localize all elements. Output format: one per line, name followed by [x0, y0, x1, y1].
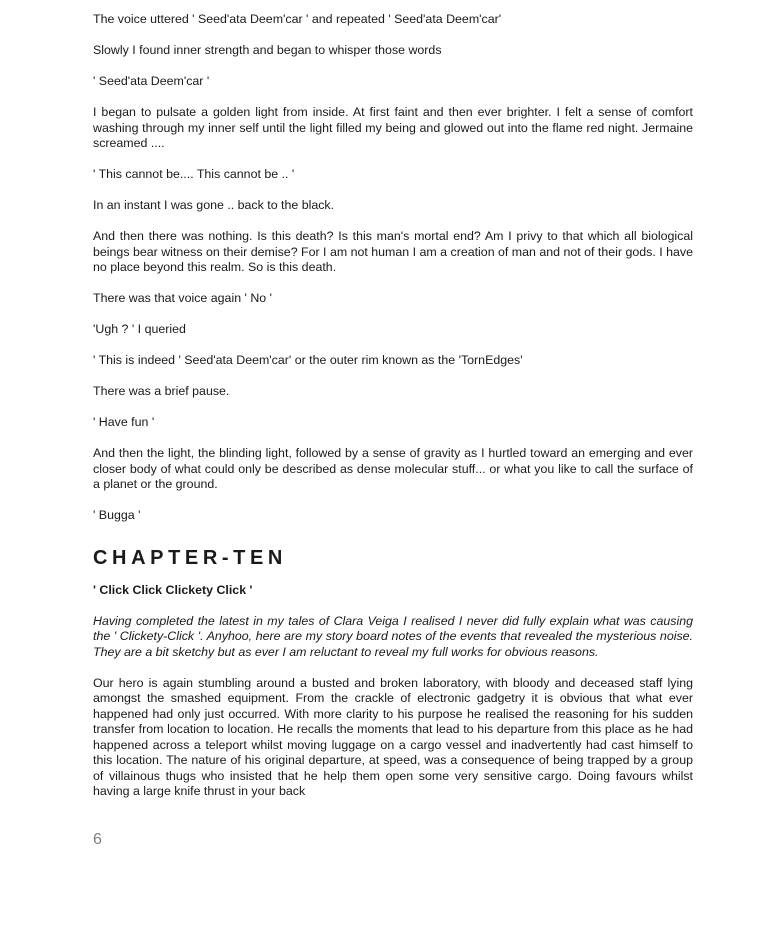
paragraph: ' This is indeed ' Seed'ata Deem'car' or the outer rim known as the 'TornEdges' [93, 353, 523, 367]
paragraph: ' Seed'ata Deem'car ' [93, 74, 210, 88]
intro-italic-paragraph: Having completed the latest in my tales of Clara Veiga I realised I never did fully explain what was causing the ' Clickety-Click '. Anyhoo, here are my story board notes of the events that revealed the mysterious noise. They are a bit sketchy but as ever I am reluctant to reveal my full works for obvious reasons. [93, 613, 693, 659]
paragraph: I began to pulsate a golden light from inside. At first faint and then ever brighter. I felt a sense of comfort washing through my inner self until the light filled my being and glowed out into the flame red night. Jermaine screamed .... [93, 105, 693, 150]
chapter-title: CHAPTER-TEN [93, 546, 287, 569]
page-number: 6 [93, 831, 102, 848]
paragraph: In an instant I was gone .. back to the black. [93, 198, 335, 212]
paragraph: 'Ugh ? ' I queried [93, 322, 186, 336]
chapter-subtitle: ' Click Click Clickety Click ' [93, 582, 253, 597]
paragraph: Slowly I found inner strength and began to whisper those words [93, 43, 442, 57]
page-content [93, 12, 693, 815]
paragraph: There was that voice again ' No ' [93, 291, 272, 305]
paragraph: And then the light, the blinding light, followed by a sense of gravity as I hurtled toward an emerging and ever closer body of what could only be described as dense molecular stuff... or what you like to call the surface of a planet or the ground. [93, 446, 693, 491]
paragraph: ' Have fun ' [93, 415, 155, 429]
paragraph: And then there was nothing. Is this death? Is this man's mortal end? Am I privy to that which all biological beings bear witness on their demise? For I am not human I am a creation of man and not of their gods. I have no place beyond this realm. So is this death. [93, 229, 693, 274]
paragraph: Our hero is again stumbling around a busted and broken laboratory, with bloody and deceased staff lying amongst the smashed equipment. From the crackle of electronic gadgetry it is obvious that what ever happened had only just occurred. With more clarity to his purpose he realised the reasoning for his sudden transfer from location to location. He recalls the moments that lead to his departure from this place as he had happened across a teleport whilst moving luggage on a cargo vessel and inadvertently had cast himself to this location. The nature of his original departure, at speed, was a consequence of being trapped by a group of villainous thugs who insisted that he help them open some very sensitive cargo. Doing favours whilst having a large knife thrust in your back [93, 675, 693, 798]
paragraph: There was a brief pause. [93, 384, 230, 398]
paragraph: ' This cannot be.... This cannot be .. ' [93, 167, 295, 181]
paragraph: ' Bugga ' [93, 508, 141, 522]
paragraph: The voice uttered ' Seed'ata Deem'car ' and repeated ' Seed'ata Deem'car' [93, 12, 502, 26]
